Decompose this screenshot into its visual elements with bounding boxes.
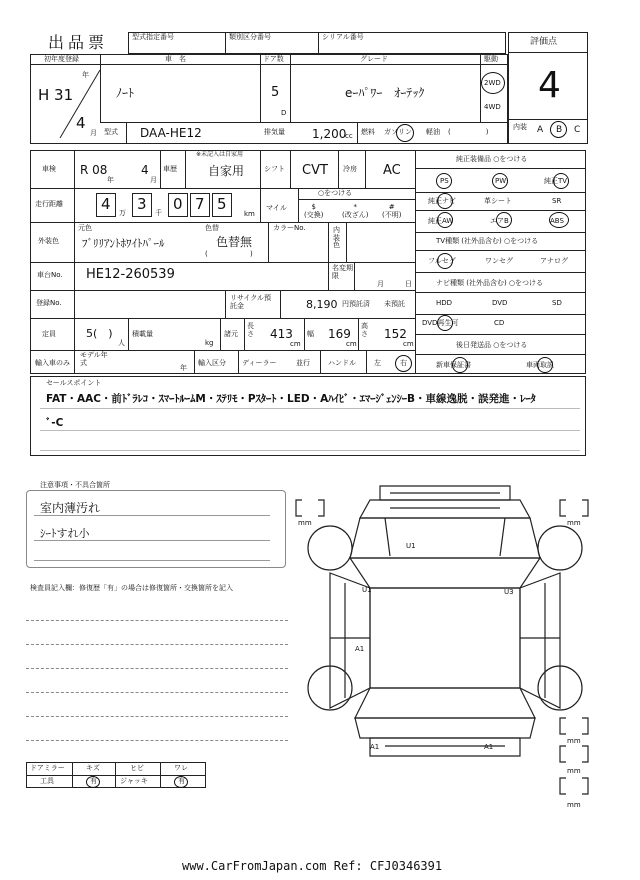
nav-dvd: DVD (492, 299, 508, 307)
sales-line2: ﾞ-C (46, 417, 64, 429)
fuel-value: ガソリン (384, 128, 412, 136)
displacement-value: 1,200 (312, 127, 347, 141)
mileage-digit-3-text: 0 (173, 195, 183, 213)
legend-jack: ジャッキ (120, 777, 148, 785)
legend-scratch: キズ (86, 764, 100, 772)
interior-c: C (574, 125, 581, 135)
nav-dvd-play-circle (437, 315, 453, 331)
drive-4wd: 4WD (484, 103, 501, 111)
tv-title: TV種類 (社外品含む) ○をつける (436, 237, 539, 245)
page-title: 出品票 (48, 33, 109, 52)
equip-tv-circle (553, 173, 569, 189)
equip-aw: 純正AW (428, 217, 454, 225)
inspection-value: R 08 (80, 163, 108, 177)
car-name-label: 車 名 (165, 55, 186, 63)
equip-leather: 革シート (484, 197, 512, 205)
orig-color-label: 元色 (78, 224, 92, 232)
width-label: 幅 (307, 330, 314, 338)
model-value: DAA-HE12 (140, 126, 202, 140)
mm-label-4: mm (567, 767, 581, 775)
equip-pw-circle (492, 173, 508, 189)
first-reg-era: H 31 (38, 86, 74, 104)
notes-label: 注意事項・不具合箇所 (40, 481, 110, 489)
name-change-label: 名変期限 (332, 264, 353, 280)
interior-color-label: 内装色 (333, 226, 340, 250)
damage-a1-rear-left: A1 (370, 743, 380, 751)
oem-title: 純正装備品 ○をつける (456, 155, 528, 163)
length-value: 413 (270, 327, 293, 341)
damage-a1-left: A1 (355, 645, 365, 653)
mileage-man: 万 (119, 209, 126, 217)
height-value: 152 (384, 327, 407, 341)
nav-hdd: HDD (436, 299, 453, 307)
color-type-label: 色替 (205, 224, 219, 232)
nav-dvd-play: DVD再生可 (422, 319, 459, 327)
equip-pw: PW (495, 177, 507, 185)
first-reg-month: 4 (76, 114, 86, 132)
history-value: 自家用 (208, 164, 245, 178)
nav-sd: SD (552, 299, 562, 307)
mm-label-3: mm (567, 737, 581, 745)
color-paren: ( (205, 250, 208, 258)
later-warranty-circle (452, 357, 468, 373)
sales-label: セールスポイント (46, 379, 102, 387)
legend-break: ワレ (174, 764, 188, 772)
color-no-label: カラーNo. (273, 224, 306, 232)
handle-label: ハンドル (328, 359, 356, 367)
footer-watermark[interactable]: www.CarFromJapan.com Ref: CFJ0346391 (182, 859, 443, 873)
import-type-label: 輸入区分 (198, 359, 226, 367)
damage-u3-right: U3 (504, 588, 514, 596)
legend-mirror: ドアミラー (30, 764, 65, 772)
grade-label: グレード (360, 55, 388, 63)
displacement-label: 排気量 (264, 128, 285, 136)
drive-2wd-circle (481, 72, 505, 94)
diesel-label: 軽油 (426, 128, 440, 136)
tampered-label: * (改ざん) (342, 203, 369, 220)
equip-nav: 純正ナビ (428, 197, 456, 205)
car-diagram (290, 478, 600, 808)
mileage-digit-5-text: 5 (217, 195, 227, 213)
doors-suffix: D (281, 109, 287, 117)
equip-aw-circle (437, 212, 453, 228)
inspection-label: 車検 (42, 165, 56, 173)
inspector-label: 検査員記入欄：修復歴「有」の場合は修復箇所・交換箇所を記入 (30, 584, 233, 592)
header-id-box (128, 32, 506, 54)
notes-line1: 室内薄汚れ (40, 501, 101, 515)
legend-jack-have: 有 (178, 777, 185, 785)
recycle-unit: 円預託済 (342, 300, 370, 308)
equip-tv: 純正TV (544, 177, 568, 185)
load-unit: kg (205, 339, 214, 347)
shift-label: シフト (264, 165, 285, 173)
first-reg-month-unit: 月 (90, 129, 97, 137)
color-label: 外装色 (38, 237, 59, 245)
score-value: 4 (538, 65, 561, 106)
nav-cd: CD (494, 319, 505, 327)
mileage-km: km (244, 210, 255, 218)
chassis-label: 車台No. (37, 271, 63, 279)
reg-no-label: 登録No. (36, 299, 62, 307)
name-change-month: 月 (377, 280, 384, 288)
category-label: 類別区分番号 (229, 33, 271, 41)
sales-line1: FAT・AAC・前ﾄﾞﾗﾚｺ・ｽﾏｰﾄﾙｰﾑM・ｽﾃﾘﾓ・Pｽﾀｰﾄ・LED・Aﾊｲﾋﾞ・ｴﾏｰｼﾞｪﾝｼｰB・車線逸脱・誤発進・ﾚｰﾀ (46, 393, 536, 405)
circle-note: ○をつける (318, 189, 353, 197)
mileage-sen: 千 (155, 209, 162, 217)
legend-tools-circle (86, 776, 100, 788)
door-label: ドア数 (263, 55, 284, 63)
ac-value: AC (383, 163, 401, 178)
capacity-value: 5( ) (86, 327, 113, 340)
sales-box (30, 376, 586, 456)
equip-airbag: エアB (490, 217, 509, 225)
mile-label: マイル (266, 204, 287, 212)
equip-abs: ABS (550, 217, 564, 225)
interior-b-circle (550, 121, 567, 138)
mm-label-1: mm (298, 519, 312, 527)
displacement-cc: cc (345, 132, 353, 140)
load-label: 積載量 (132, 330, 153, 338)
later-manual-circle (537, 357, 553, 373)
history-label: 車歴 (163, 165, 177, 173)
width-value: 169 (328, 327, 351, 341)
name-change-day: 日 (405, 280, 412, 288)
inspection-month: 4 (141, 163, 149, 177)
unknown-label: # (不明) (382, 203, 402, 220)
type-cert-label: 型式指定番号 (132, 33, 174, 41)
recycle-not: 未預託 (384, 300, 405, 308)
later-manual: 車両取説 (526, 361, 554, 369)
interior-b: B (556, 125, 563, 135)
width-cm: cm (346, 340, 357, 348)
equip-abs-circle (549, 212, 569, 228)
color-change-value: 色替無 (216, 235, 253, 249)
equip-nav-circle (437, 193, 453, 209)
import-label: 輸入車のみ (35, 359, 70, 367)
car-name-value: ﾉｰﾄ (116, 86, 135, 100)
drive-label: 駆動 (484, 55, 498, 63)
damage-u1-left: U1 (362, 586, 372, 594)
color-value: ﾌﾞﾘﾘｱﾝﾄﾎﾜｲﾄﾊﾟｰﾙ (82, 237, 165, 250)
mileage-digit-2-text: 3 (137, 195, 147, 213)
handle-right-circle (395, 355, 412, 372)
height-cm: cm (403, 340, 414, 348)
tv-oneseg: ワンセグ (485, 257, 513, 265)
damage-a1-rear-right: A1 (484, 743, 494, 751)
length-cm: cm (290, 340, 301, 348)
later-title: 後日発送品 ○をつける (456, 341, 528, 349)
score-label: 評価点 (530, 37, 558, 47)
shift-value: CVT (302, 163, 328, 178)
model-year-label: モデル年式 (80, 351, 108, 367)
color-paren-close: ) (250, 250, 253, 258)
notes-line2: ｼｰﾄすれ小 (40, 527, 90, 540)
fuel-label: 燃料 (361, 128, 375, 136)
recycle-label: リサイクル預託金 (230, 294, 272, 311)
legend-tools-have: 有 (90, 777, 97, 785)
model-label: 型式 (104, 128, 118, 136)
nav-title: ナビ種類 (社外品含む) ○をつける (436, 279, 544, 287)
legend-crack: ヒビ (130, 764, 144, 772)
serial-label: シリアル番号 (322, 33, 364, 41)
legend-tools: 工具 (40, 777, 54, 785)
chassis-value: HE12-260539 (86, 267, 175, 282)
interior-label: 内装 (513, 123, 527, 131)
dims-label: 諸元 (224, 330, 238, 338)
inspection-month-unit: 月 (150, 176, 157, 184)
length-label: 長さ (247, 322, 254, 338)
legend-jack-circle (174, 776, 188, 788)
mm-label-2: mm (567, 519, 581, 527)
handle-right: 右 (400, 359, 407, 367)
diesel-paren: ( ) (448, 128, 489, 136)
grade-value: eｰﾊﾟﾜｰ ｵｰﾃｯｸ (345, 86, 425, 100)
ac-label: 冷房 (343, 165, 357, 173)
doors-value: 5 (271, 85, 280, 100)
equip-sr: SR (552, 197, 562, 205)
handle-left: 左 (374, 359, 381, 367)
later-warranty: 新車保証書 (436, 361, 471, 369)
equip-airbag-circle (496, 212, 512, 228)
equip-ps: PS (440, 177, 449, 185)
tv-fullseg: フルセグ (428, 257, 456, 265)
mileage-digit-4-text: 7 (195, 195, 205, 213)
history-note: ※未記入は自家用 (196, 151, 244, 158)
capacity-label: 定員 (42, 330, 56, 338)
first-reg-label: 初年度登録 (44, 55, 79, 63)
damage-u1-roof: U1 (406, 542, 416, 550)
recycle-value: 8,190 (306, 298, 338, 311)
inspection-year: 年 (107, 176, 114, 184)
import-parallel: 並行 (296, 359, 310, 367)
first-reg-year-unit: 年 (82, 71, 89, 79)
capacity-unit: 人 (118, 339, 125, 347)
fuel-circle (396, 124, 414, 142)
mm-label-5: mm (567, 801, 581, 809)
mileage-digit-1-text: 4 (101, 195, 111, 213)
tv-analog: アナログ (540, 257, 568, 265)
height-label: 高さ (361, 322, 368, 338)
equip-ps-circle (436, 173, 452, 189)
drive-2wd: 2WD (484, 79, 501, 87)
interior-a: A (537, 125, 544, 135)
mileage-label: 走行距離 (35, 200, 63, 208)
replaced-label: $ (交換) (304, 203, 324, 220)
import-dealer: ディーラー (242, 359, 277, 367)
tv-fullseg-circle (437, 253, 453, 269)
model-year-unit: 年 (180, 364, 187, 372)
